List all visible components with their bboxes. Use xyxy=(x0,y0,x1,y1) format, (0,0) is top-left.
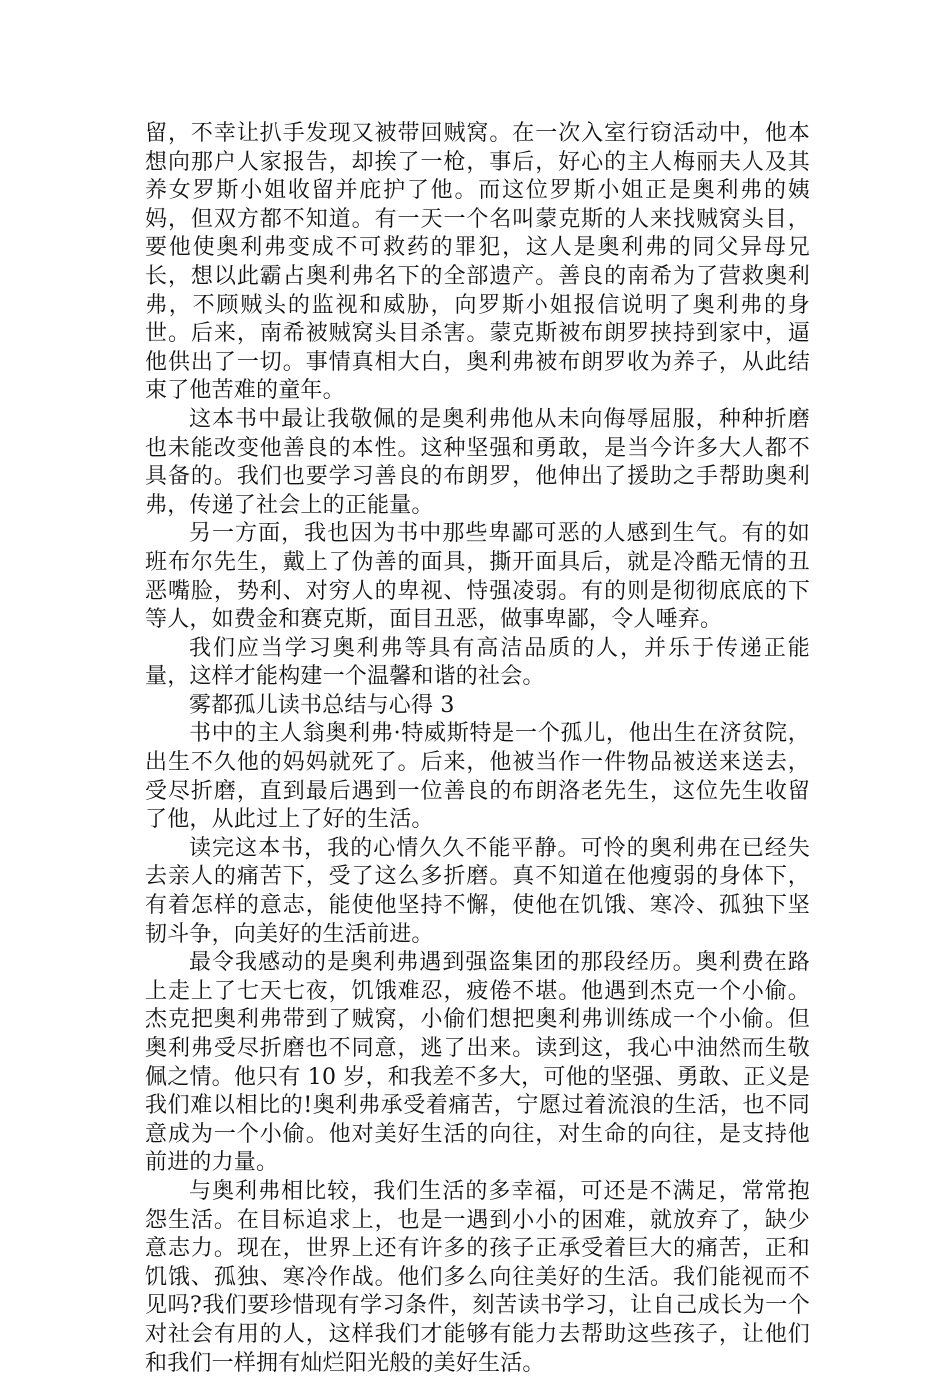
paragraph-3: 另一方面，我也因为书中那些卑鄙可恶的人感到生气。有的如班布尔先生，戴上了伪善的面具，撕开面具后，就是冷酷无情的丑恶嘴脸，势利、对穷人的卑视、恃强凌弱。有的则是彻彻底底的下等人，如费金和赛克斯，面目丑恶，做事卑鄙，令人唾弃。 xyxy=(145,521,810,633)
section-heading: 雾都孤儿读书总结与心得 3 xyxy=(189,692,455,718)
document-body xyxy=(145,120,810,1378)
paragraph-5: 书中的主人翁奥利弗·特威斯特是一个孤儿，他出生在济贫院，出生不久他的妈妈就死了。后来，他被当作一件物品被送来送去，受尽折磨，直到最后遇到一位善良的布朗洛老先生，这位先生收留了他，从此过上了好的生活。 xyxy=(145,721,810,833)
paragraph-2: 这本书中最让我敬佩的是奥利弗他从未向侮辱屈服，种种折磨也未能改变他善良的本性。这种坚强和勇敢，是当今许多大人都不具备的。我们也要学习善良的布朗罗，他伸出了援助之手帮助奥利弗，传递了社会上的正能量。 xyxy=(145,406,810,518)
paragraph-4: 我们应当学习奥利弗等具有高洁品质的人，并乐于传递正能量，这样才能构建一个温馨和谐的社会。 xyxy=(145,635,810,690)
paragraph-8: 与奥利弗相比较，我们生活的多幸福，可还是不满足，常常抱怨生活。在目标追求上，也是一遇到小小的困难，就放弃了，缺少意志力。现在，世界上还有许多的孩子正承受着巨大的痛苦，正和饥饿、孤独、寒冷作战。他们多么向往美好的生活。我们能视而不见吗?我们要珍惜现有学习条件，刻苦读书学习，让自己成长为一个对社会有用的人，这样我们才能够有能力去帮助这些孩子，让他们和我们一样拥有灿烂阳光般的美好生活。 xyxy=(145,1178,810,1376)
paragraph-1: 留，不幸让扒手发现又被带回贼窝。在一次入室行窃活动中，他本想向那户人家报告，却挨了一枪，事后，好心的主人梅丽夫人及其养女罗斯小姐收留并庇护了他。而这位罗斯小姐正是奥利弗的姨妈，但双方都不知道。有一天一个名叫蒙克斯的人来找贼窝头目，要他使奥利弗变成不可救药的罪犯，这人是奥利弗的同父异母兄长，想以此霸占奥利弗名下的全部遗产。善良的南希为了营救奥利弗，不顾贼头的监视和威胁，向罗斯小姐报信说明了奥利弗的身世。后来，南希被贼窝头目杀害。蒙克斯被布朗罗挟持到家中，逼他供出了一切。事情真相大白，奥利弗被布朗罗收为养子，从此结束了他苦难的童年。 xyxy=(145,121,810,404)
paragraph-7: 最令我感动的是奥利弗遇到强盗集团的那段经历。奥利费在路上走上了七天七夜，饥饿难忍，疲倦不堪。他遇到杰克一个小偷。杰克把奥利弗带到了贼窝，小偷们想把奥利弗训练成一个小偷。但奥利弗受尽折磨也不同意，逃了出来。读到这，我心中油然而生敬佩之情。他只有 10 岁，和我差不多大，可他的坚强、勇敢、正义是我们难以相比的!奥利弗承受着痛苦，宁愿过着流浪的生活，也不同意成为一个小偷。他对美好生活的向往，对生命的向往，是支持他前进的力量。 xyxy=(145,950,810,1176)
paragraph-6: 读完这本书，我的心情久久不能平静。可怜的奥利弗在已经失去亲人的痛苦下，受了这么多折磨。真不知道在他瘦弱的身体下，有着怎样的意志，能使他坚持不懈，使他在饥饿、寒冷、孤独下坚韧斗争，向美好的生活前进。 xyxy=(145,835,810,947)
